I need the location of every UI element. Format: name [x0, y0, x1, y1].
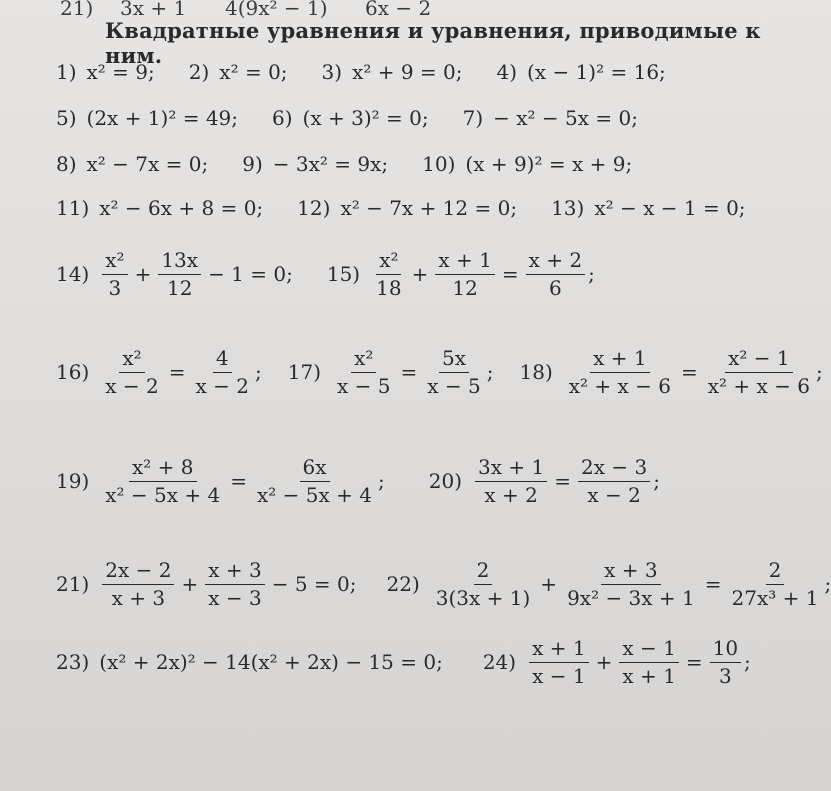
- equation-10: 10) (x + 9)² = x + 9;: [422, 152, 633, 176]
- equation-23: 23) (x² + 2x)² − 14(x² + 2x) − 15 = 0;: [56, 650, 443, 674]
- equation-row-8: [56, 555, 831, 613]
- equation-1: 1) x² = 9;: [56, 60, 155, 84]
- equation-row-2: [56, 98, 796, 138]
- equation-12: 12) x² − 7x + 12 = 0;: [297, 196, 518, 220]
- equation-row-6: [56, 343, 823, 401]
- equation-20: 20) $\frac{3x + 1}{x + 2}$ = $\frac{2x - 3}{x - 2}$ ;: [428, 454, 660, 507]
- equation-13: 13) x² − x − 1 = 0;: [551, 196, 746, 220]
- prev-number: 21): [60, 0, 94, 20]
- equation-row-5: [56, 246, 796, 302]
- equation-16: 16) $\frac{\text{x²}}{x - 2}$ = $\frac{4}{x - 2}$ ;: [56, 345, 262, 398]
- equation-6: 6) (x + 3)² = 0;: [272, 106, 429, 130]
- equation-22: 22) $\frac{2}{3(3x + 1)}$ + $\frac{x + 3}{\text{9x² − 3x + 1}}$ = $\frac{2}{\text{27x³ + 1}}$ ;: [386, 557, 831, 610]
- equation-4: 4) (x − 1)² = 16;: [496, 60, 666, 84]
- equation-15: 15) $\frac{\text{x²}}{18}$ + $\frac{x + 1}{12}$ = $\frac{x + 2}{6}$ ;: [326, 247, 595, 300]
- equation-17: 17) $\frac{\text{x²}}{x - 5}$ = $\frac{5x}{x - 5}$ ;: [287, 345, 494, 398]
- equation-8: 8) x² − 7x = 0;: [56, 152, 209, 176]
- equation-row-3: [56, 144, 796, 184]
- equation-row-7: [56, 452, 796, 510]
- equation-18: 18) $\frac{x + 1}{\text{x² + x − 6}}$ = $\frac{\text{x² − 1}}{\text{x² + x − 6}}$ ;: [519, 345, 823, 398]
- prev-expr-1: 3x + 1: [120, 0, 187, 20]
- equation-5: 5) (2x + 1)² = 49;: [56, 106, 239, 130]
- equation-7: 7) − x² − 5x = 0;: [462, 106, 638, 130]
- equation-24: 24) $\frac{x + 1}{x - 1}$ + $\frac{x - 1}{x + 1}$ = $\frac{10}{3}$ ;: [482, 635, 751, 688]
- equation-19: 19) $\frac{\text{x² + 8}}{\text{x² − 5x + 4}}$ = $\frac{6x}{\text{x² − 5x + 4}}$ ;: [56, 454, 385, 507]
- equation-2: 2) x² = 0;: [188, 60, 288, 84]
- equation-row-4: [56, 188, 796, 228]
- equation-9: 9) − 3x² = 9x;: [242, 152, 389, 176]
- equation-row-9: [56, 633, 796, 691]
- prev-expr-3: 6x − 2: [365, 0, 432, 20]
- section-title: Квадратные уравнения и уравнения, приводимые к ним.: [105, 18, 761, 68]
- equation-11: 11) x² − 6x + 8 = 0;: [56, 196, 264, 220]
- equation-3: 3) x² + 9 = 0;: [321, 60, 463, 84]
- equation-14: 14) $\frac{\text{x²}}{3}$ + $\frac{13x}{12}$ − 1 = 0;: [56, 247, 293, 300]
- prev-expr-2: 4(9x² − 1): [225, 0, 328, 20]
- equation-row-1: [56, 52, 796, 92]
- equation-21: 21) $\frac{2x - 2}{x + 3}$ + $\frac{x + 3}{x - 3}$ − 5 = 0;: [56, 557, 357, 610]
